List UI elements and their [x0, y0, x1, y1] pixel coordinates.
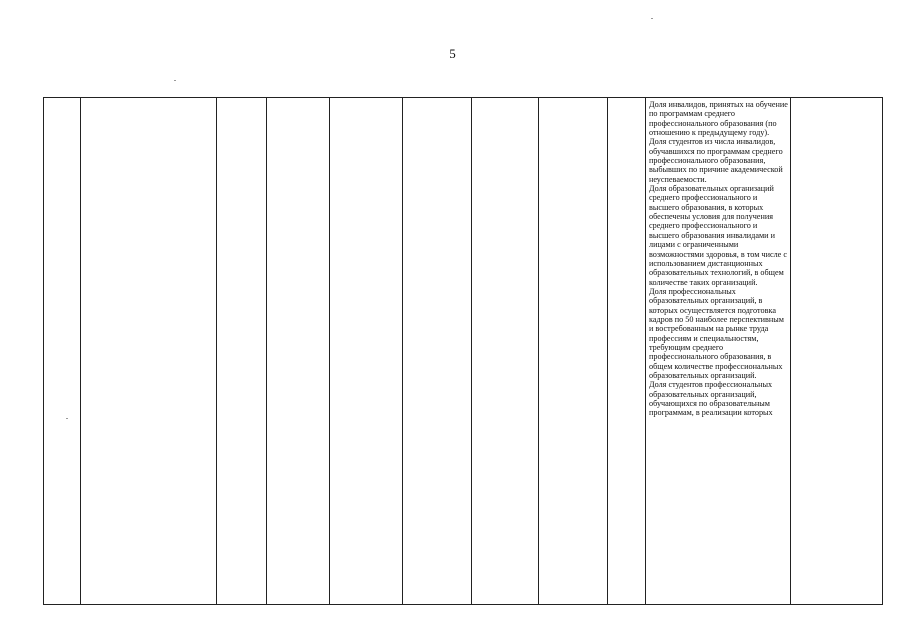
indicator-paragraph: Доля образовательных организаций среднего профессионального и высшего образования, в которых обеспечены условия для получения среднего профессионального и высшего образования инвалидами и лицами с ограниченными возможностями здоровья, в том числе с использованием дистанционных образовательных технологий, в общем количестве таких организаций.	[649, 184, 787, 287]
table-column-divider	[80, 98, 81, 604]
table-column-divider	[216, 98, 217, 604]
scan-speck	[174, 80, 176, 81]
table-column-divider	[471, 98, 472, 604]
indicator-paragraph: Доля студентов из числа инвалидов, обучавшихся по программам среднего профессионального образования, выбывших по причине академической неуспеваемости.	[649, 137, 783, 184]
table-column-divider	[538, 98, 539, 604]
page-number: 5	[449, 46, 456, 61]
table-column-divider	[790, 98, 791, 604]
indicator-paragraph: Доля профессиональных образовательных организаций, в которых осуществляется подготовка кадров по 50 наиболее перспективным и востребованным на рынке труда профессиям и специальностям, требующим среднего профессионального образования, в общем количестве профессиональных образовательных организаций.	[649, 286, 784, 380]
table-column-divider	[645, 98, 646, 604]
table-column-divider	[329, 98, 330, 604]
table-column-divider	[607, 98, 608, 604]
table-column-divider	[266, 98, 267, 604]
indicators-cell	[649, 100, 789, 418]
scan-speck	[651, 18, 653, 19]
indicator-paragraph: Доля инвалидов, принятых на обучение по программам среднего профессионального образования (по отношению к предыдущему году).	[649, 100, 788, 138]
indicator-paragraph: Доля студентов профессиональных образовательных организаций, обучающихся по образовательным программам, в реализации которых	[649, 380, 773, 418]
document-table	[43, 97, 883, 605]
table-column-divider	[402, 98, 403, 604]
